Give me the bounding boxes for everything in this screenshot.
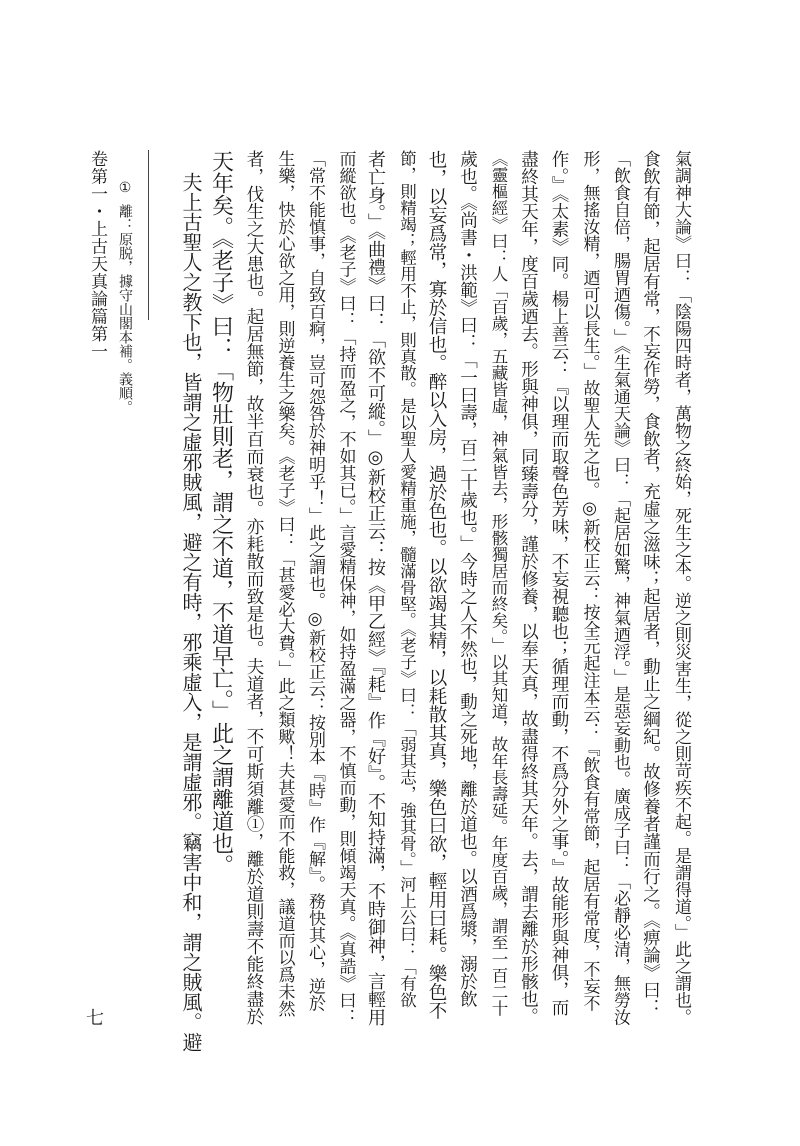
text-column: 者亡身。」《曲禮》曰：「欲不可縱。」◎新校正云：按《甲乙經》『耗』作『好』。不知持滿，不時御神，言輕用 — [365, 150, 386, 1026]
text-column: 食飲有節，起居有常，不妄作勞，食飲者，充虛之滋味；起居者，動止之綱紀。故修養者謹而行之。《痹論》曰： — [640, 150, 661, 1017]
text-column: 歲也。《尚書・洪範》曰：「一曰壽，百二十歲也。」今時之人不然也，動之死地，離於道也。以酒爲漿，溺於飲 — [457, 150, 478, 1008]
footnote-marker: ① — [117, 180, 133, 196]
footnote-text: 離：原脱，據守山閣本補。義順。 — [117, 204, 133, 414]
page-number: 七 — [83, 1008, 104, 1026]
text-column: 「飲食自倍，腸胃迺傷。」《生氣通天論》曰：「起居如驚，神氣迺浮。」是惡妄動也。廣成子曰：「必靜必清，無勞汝 — [610, 150, 630, 1026]
text-column: 氣調神大論》曰：「陰陽四時者，萬物之終始，死生之本。逆之則災害生，從之則苛疾不起。是謂得道。」此之謂也。 — [671, 150, 691, 1026]
footnote — [118, 180, 132, 414]
running-title: 卷第一・上古天真論篇第一 — [87, 150, 107, 360]
text-column: 節，則精竭；輕用不止，則真散。是以聖人愛精重施，髓滿骨堅。《老子》曰：「弱其志，強其骨。」河上公曰：「有欲 — [397, 150, 417, 1008]
footnote-divider — [148, 150, 149, 320]
text-column: 也，以妄爲常，寡於信也。醉以入房，過於色也。以欲竭其精，以耗散其真，樂色曰欲，輕用曰耗。樂色不 — [426, 150, 447, 1020]
text-column: 形，無搖汝精，迺可以長生。」故聖人先之也。◎新校正云：按全元起注本云：『飲食有常節，起居有常度，不妄不 — [579, 150, 600, 1012]
text-column: 生樂，快於心欲之用，則逆養生之樂矣。《老子》曰：「甚愛必大費。」此之類歟！夫甚愛而不能救，議道而以爲未然 — [274, 150, 295, 1017]
text-column: 作。』《太素》同。楊上善云：『以理而取聲色芳味，不妄視聽也；循理而動，不爲分外之事。』故能形與神俱，而 — [549, 150, 569, 1017]
text-column: 天年矣。《老子》曰：「物壯則老，謂之不道，不道早亡。」此之謂離道也。 — [208, 150, 234, 876]
text-column: 夫上古聖人之教下也，皆謂之虛邪賊風，避之有時，邪乘虛入，是謂虛邪。竊害中和，謂之賊風。避 — [179, 172, 203, 1052]
text-column: 「常不能慎事，自致百痾，豈可怨咎於神明乎！」此之謂也。◎新校正云：按別本『時』作『解』。務快其心，逆於 — [305, 150, 325, 1012]
text-column: 《靈樞經》曰：人「百歲，五藏皆虛，神氣皆去，形骸獨居而終矣。」以其知道，故年長壽延。年度百歲，謂至一百二十 — [489, 150, 508, 1017]
text-column: 者，伐生之大患也。起居無節，故半百而衰也。亦耗散而致是也。夫道者，不可斯須離①，離於道則壽不能終盡於 — [244, 150, 264, 1025]
text-column: 盡終其天年，度百歲迺去。形與神俱，同臻壽分，謹於修養，以奉天真，故盡得終其天年。去，謂去離於形骸也。 — [518, 150, 539, 1025]
text-column: 而縱欲也。《老子》曰：「持而盈之，不如其已。」言愛精保神，如持盈滿之器，不慎而動，則傾竭天真。《真誥》曰： — [335, 150, 356, 1026]
